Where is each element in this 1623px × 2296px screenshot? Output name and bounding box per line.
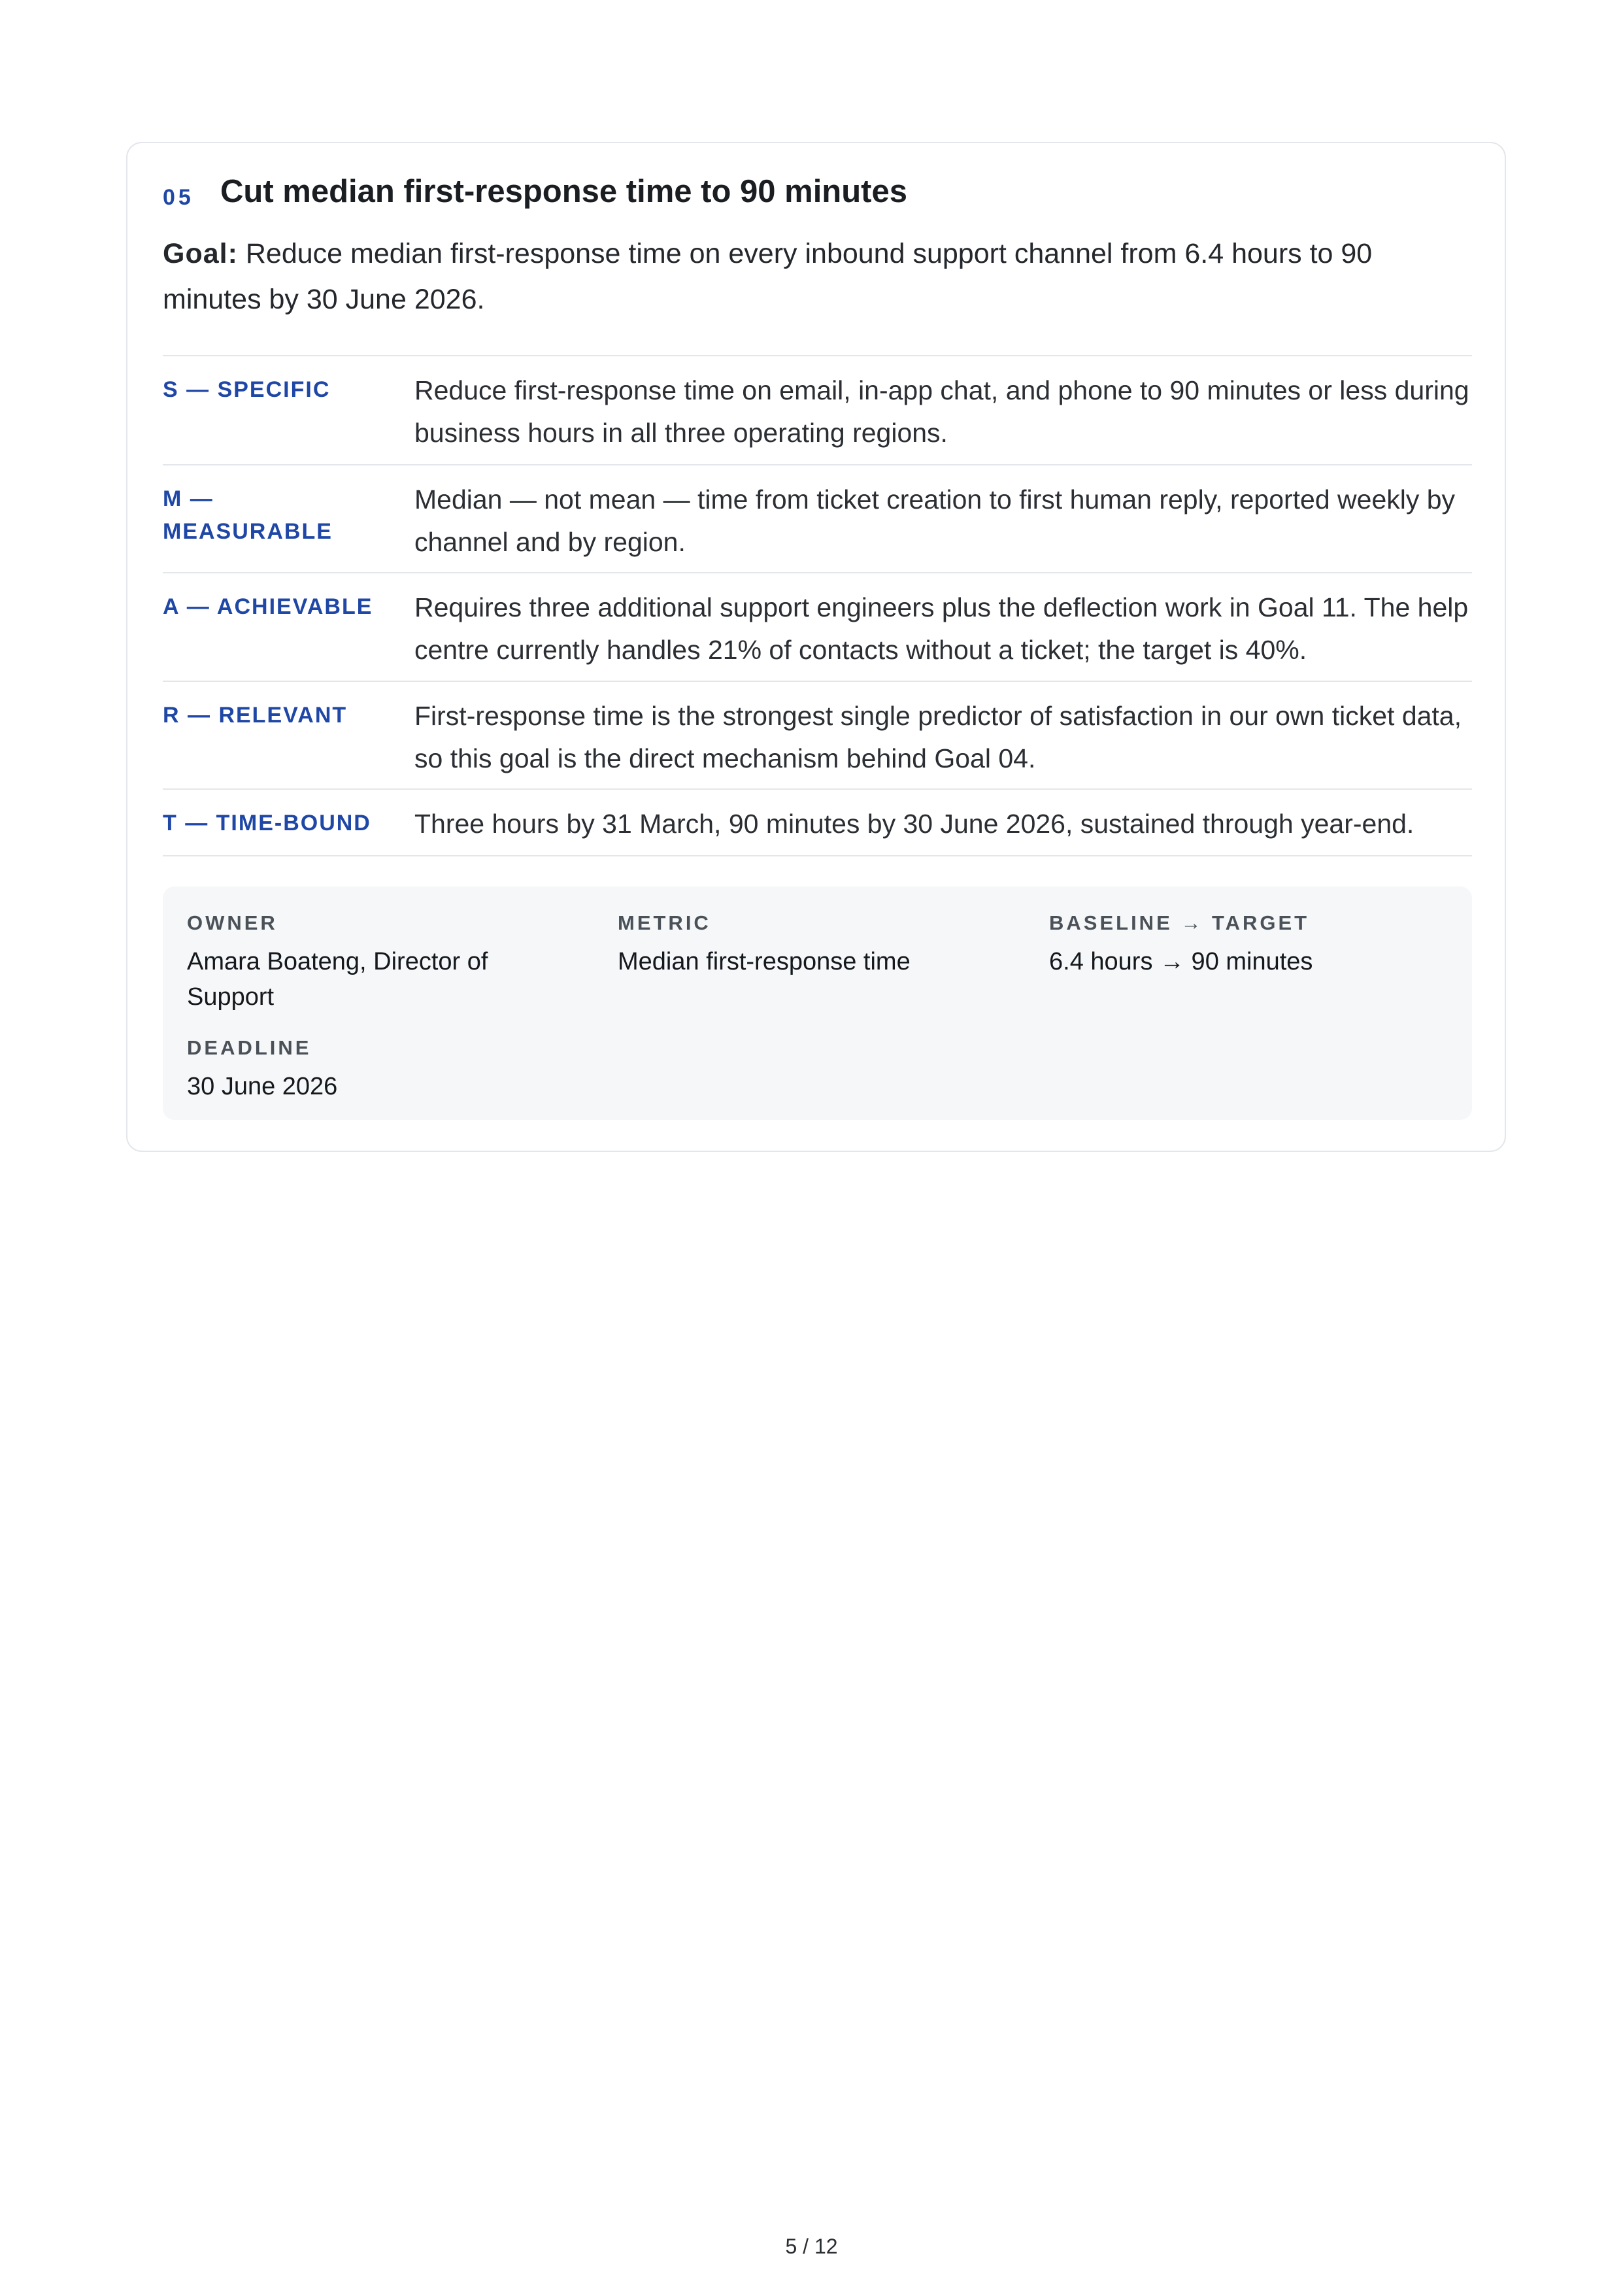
deadline-label: DEADLINE [187,1036,312,1059]
smart-text: Requires three additional support engineers plus the deflection work in Goal 11. The help centre currently handles 21% of contacts without a ticket; the target is 40%. [414,592,1469,665]
smart-label: M — MEASURABLE [163,486,333,544]
smart-text: Median — not mean — time from ticket creation to first human reply, reported weekly by channel and by region. [414,484,1456,557]
baseline-target-field [1049,910,1441,979]
owner-value: Amara Boateng, Director of Support [187,948,488,1011]
goal-card [126,142,1506,1152]
metric-field [618,910,1010,979]
smart-label: A — ACHIEVABLE [163,594,373,619]
page-number: 5 / 12 [785,2235,838,2258]
goal-statement-label: Goal: [163,238,238,269]
smart-label: R — RELEVANT [163,703,348,728]
metric-value: Median first-response time [618,948,911,975]
goal-meta-panel [163,886,1472,1120]
smart-text: Reduce first-response time on email, in-app chat, and phone to 90 minutes or less during business hours in all three operating regions. [414,375,1469,448]
owner-label: OWNER [187,911,278,934]
smart-text: First-response time is the strongest single predictor of satisfaction in our own ticket data, so this goal is the direct mechanism behind Goal 04. [414,701,1462,773]
goal-number: 05 [163,185,194,210]
baseline-target-label: BASELINE → TARGET [1049,911,1310,934]
deadline-field [187,1035,553,1104]
smart-label: T — TIME-BOUND [163,811,371,836]
goal-statement-text: Reduce median first-response time on every inbound support channel from 6.4 hours to 90 minutes by 30 June 2026. [163,238,1373,315]
goal-title: Cut median first-response time to 90 minutes [220,174,907,209]
deadline-value: 30 June 2026 [187,1073,338,1100]
smart-row-achievable [163,572,1472,681]
smart-row-time-bound [163,788,1472,856]
smart-row-specific [163,355,1472,464]
smart-row-measurable [163,464,1472,572]
smart-text: Three hours by 31 March, 90 minutes by 30 June 2026, sustained through year-end. [414,809,1414,839]
goal-statement [163,231,1470,322]
smart-label: S — SPECIFIC [163,377,331,402]
owner-field [187,910,553,1015]
smart-row-relevant [163,681,1472,788]
smart-table [163,355,1472,856]
metric-label: METRIC [618,911,711,934]
baseline-target-value: 6.4 hours → 90 minutes [1049,948,1313,975]
